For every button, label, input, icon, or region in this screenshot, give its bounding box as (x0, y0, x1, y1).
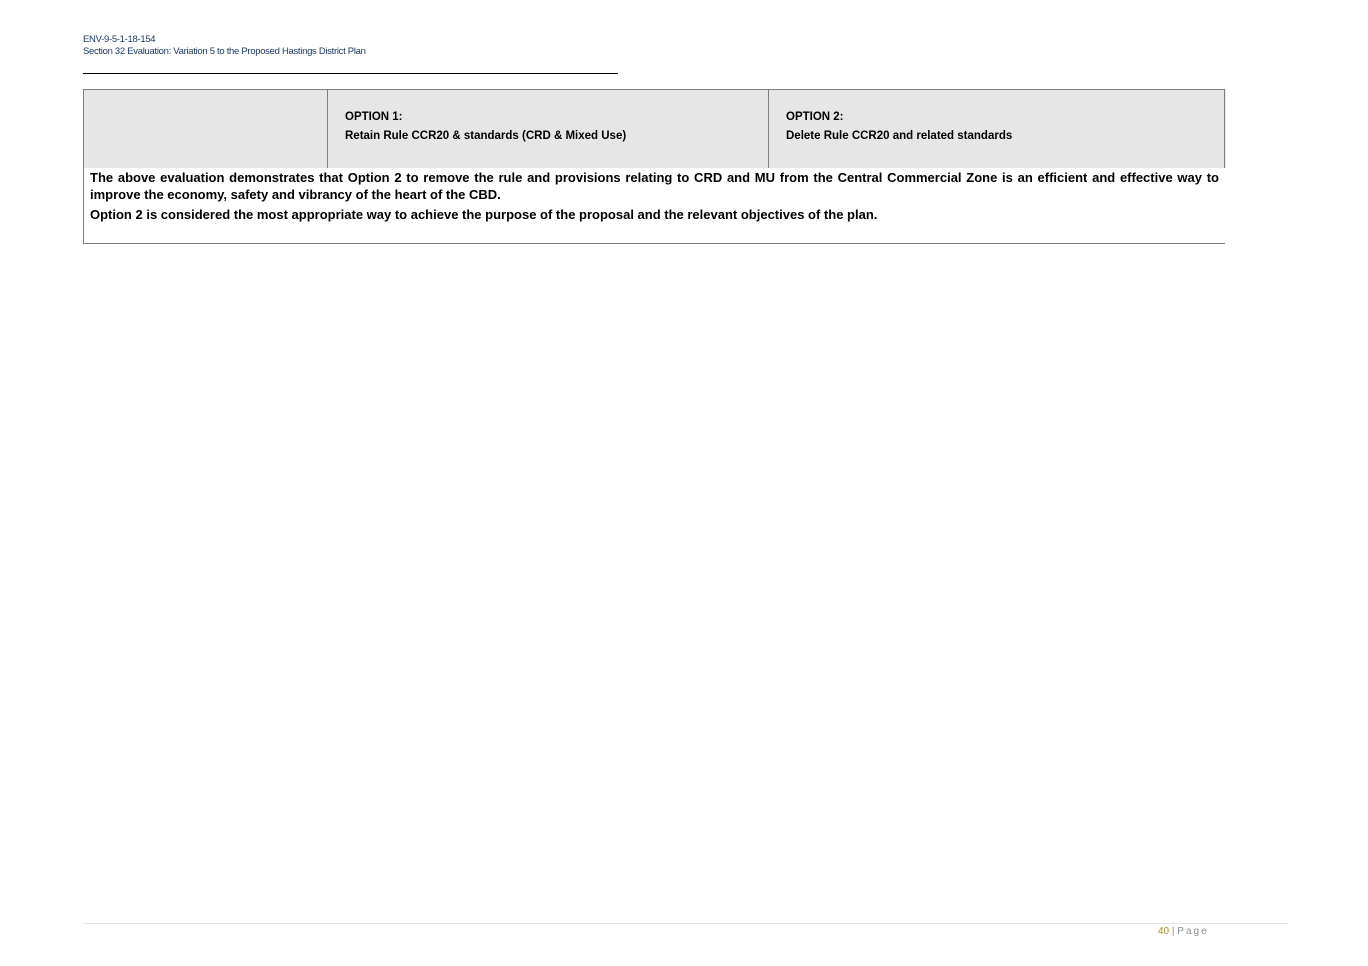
page-footer (1158, 926, 1209, 937)
page-label: Page (1177, 926, 1209, 937)
option1-title: OPTION 1: (345, 111, 403, 123)
option2-description: Delete Rule CCR20 and related standards (786, 130, 1013, 142)
option2-title: OPTION 2: (786, 111, 844, 123)
document-subtitle: Section 32 Evaluation: Variation 5 to the Proposed Hastings District Plan (83, 46, 366, 57)
document-code: ENV-9-5-1-18-154 (83, 34, 156, 45)
summary-paragraph: Option 2 is considered the most appropriate way to achieve the purpose of the proposal and the relevant objectives of the plan. (90, 207, 878, 222)
evaluation-table (83, 89, 1225, 244)
footer-separator: | (1169, 926, 1178, 937)
footer-divider (83, 923, 1288, 924)
page-number: 40 (1158, 926, 1170, 937)
header-cell-option1 (328, 90, 769, 168)
header-cell-blank (84, 90, 328, 168)
header-cell-option2 (769, 90, 1225, 168)
summary-cell (90, 169, 1219, 223)
table-header-row (84, 90, 1226, 168)
option1-description: Retain Rule CCR20 & standards (CRD & Mixed Use) (345, 130, 627, 142)
summary-paragraph: The above evaluation demonstrates that Option 2 to remove the rule and provisions relating to CRD and MU from the Central Commercial Zone is an efficient and effective way to improve the economy, safety and vibrancy of the heart of the CBD. (90, 170, 1219, 202)
document-header (83, 34, 366, 58)
header-divider (83, 73, 618, 74)
